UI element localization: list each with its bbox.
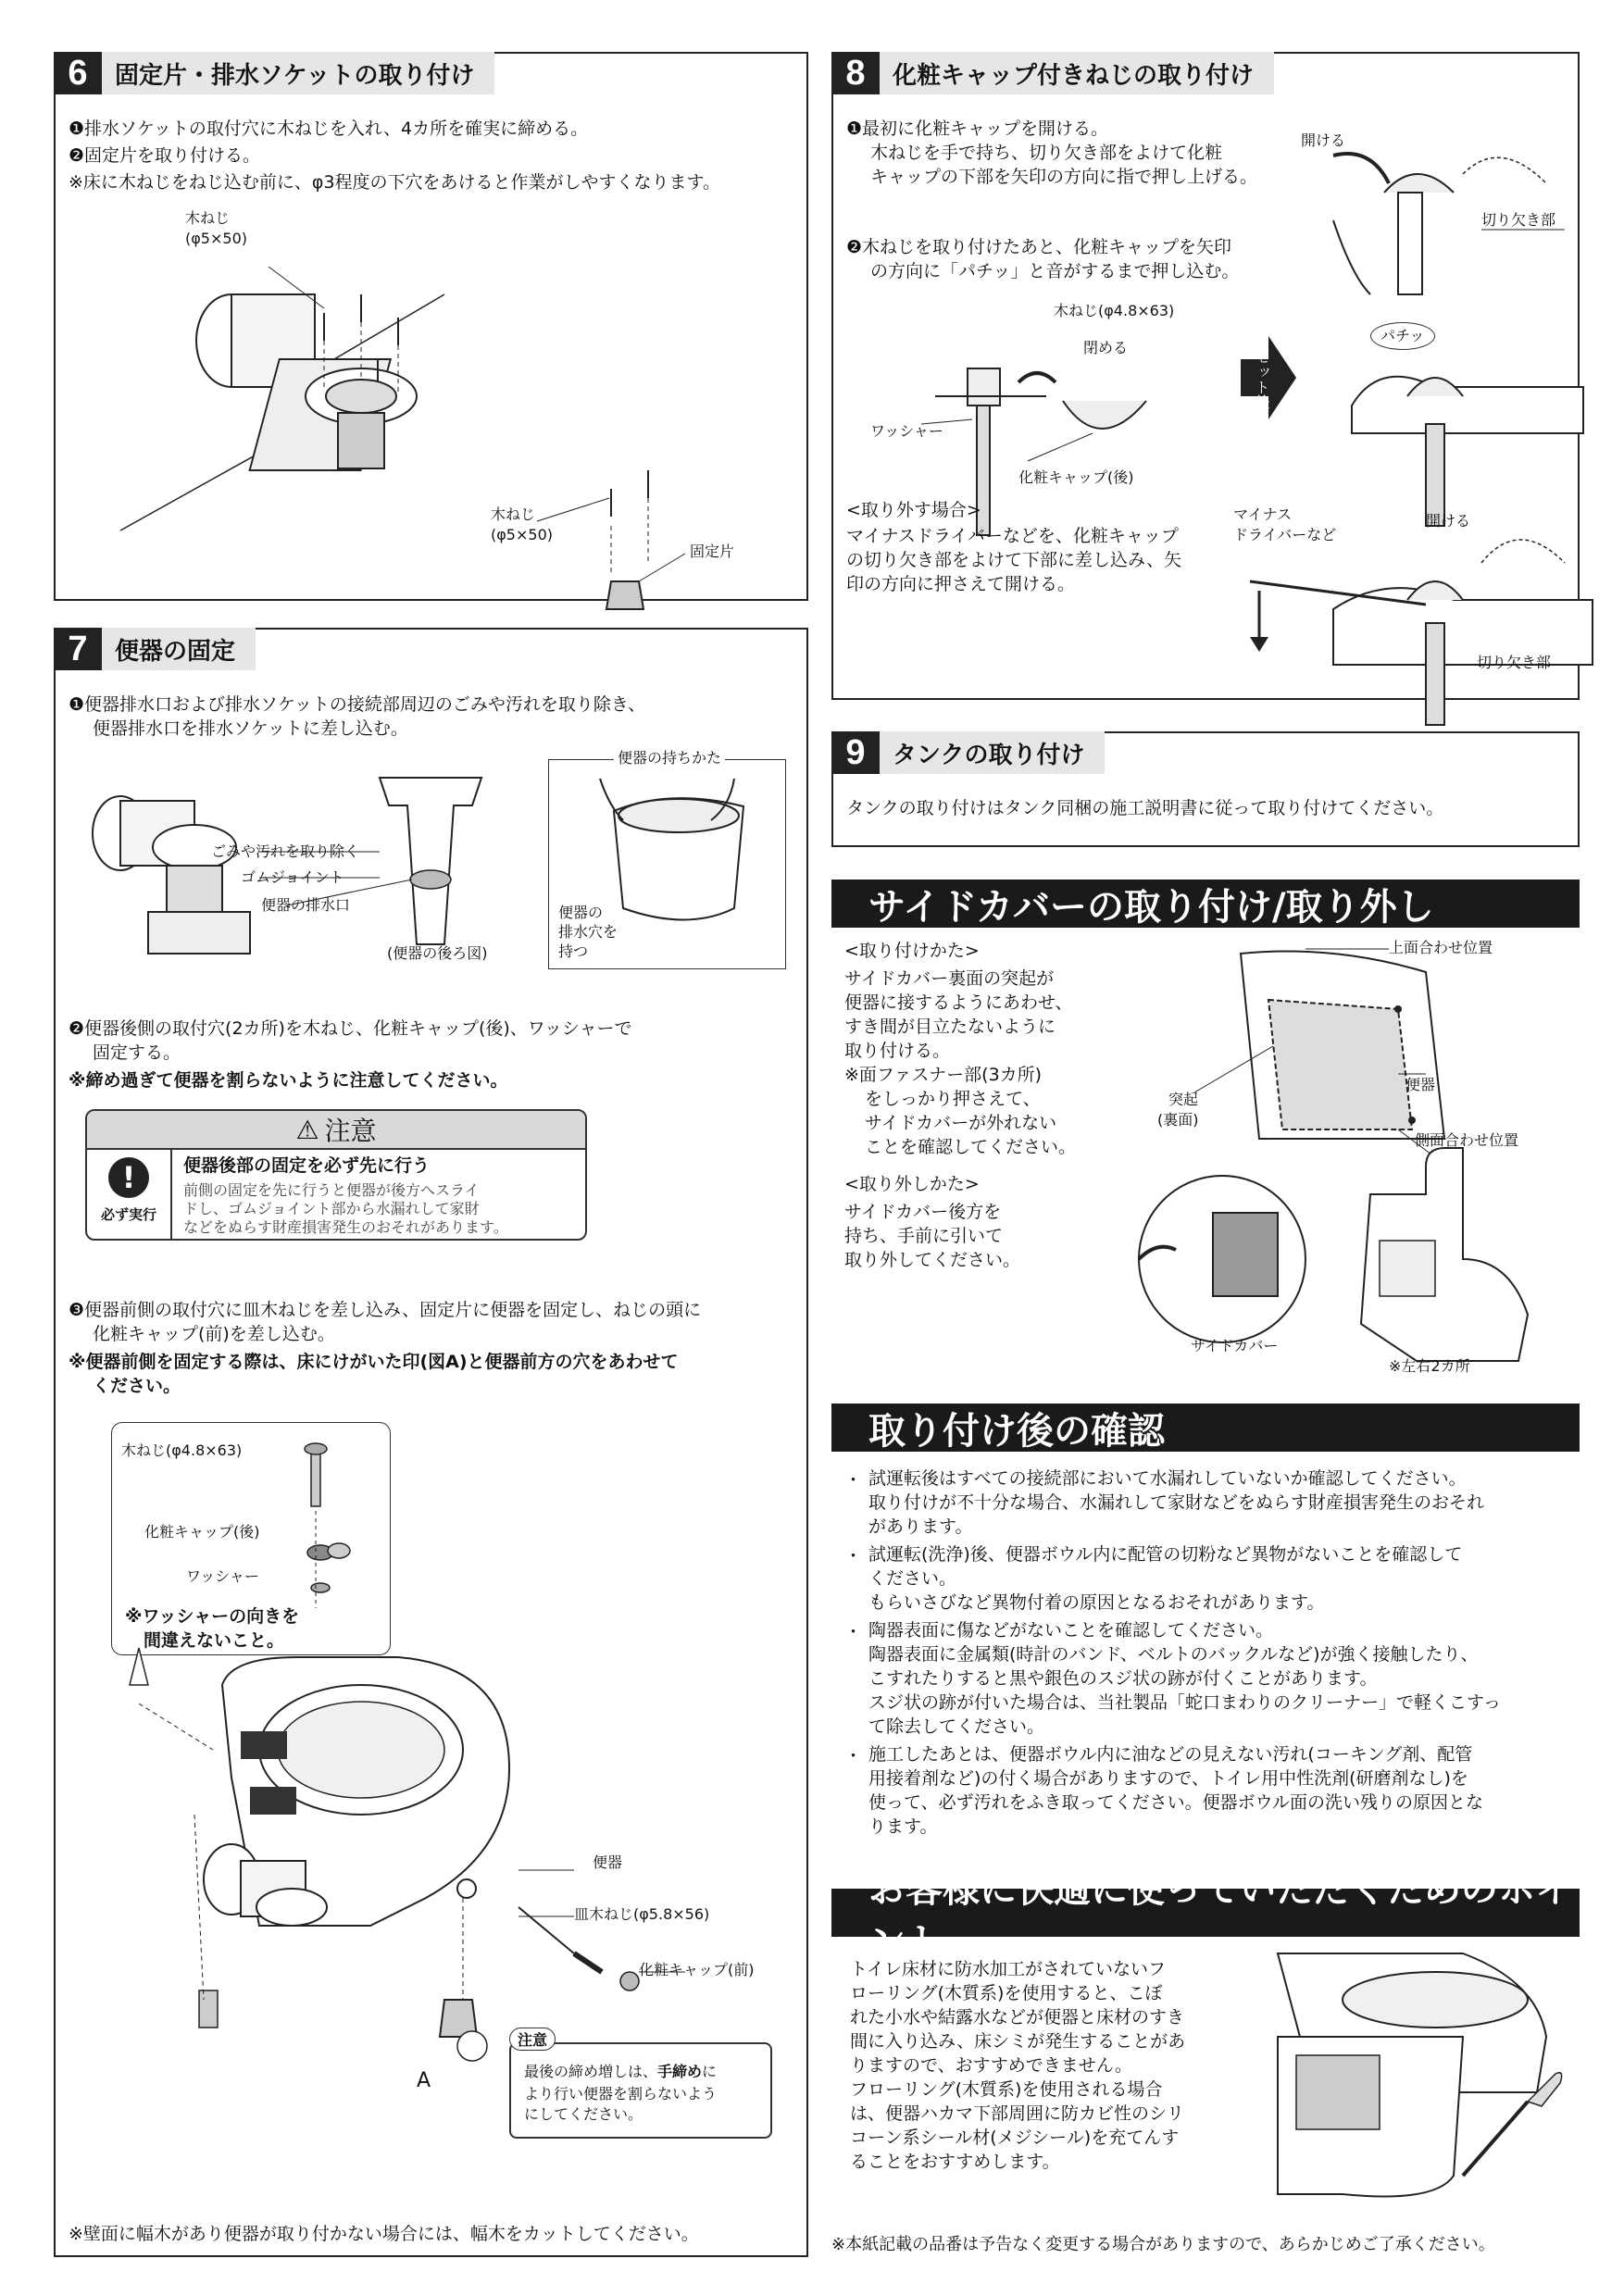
s8-remove-3: 印の方向に押さえて開ける。 <box>846 574 1076 594</box>
s7-line-3d: ください。 <box>93 1376 181 1396</box>
check-bullet-2: ・ <box>844 1546 863 1566</box>
s8-label-notch: 切り欠き部 <box>1481 211 1556 229</box>
s7-label-gum-joint: ゴムジョイント <box>241 868 344 886</box>
s7-line-3c: ※便器前側を固定する際は、床にけがいた印(図A)と便器前方の穴をあわせて <box>69 1352 679 1372</box>
side-label-side: 側面合わせ位置 <box>1415 1131 1519 1149</box>
s8-line-5: の方向に「パチッ」と音がするまで押し込む。 <box>870 261 1240 281</box>
check-item-2-line-3: もらいさびなど異物付着の原因となるおそれがあります。 <box>868 1592 1325 1613</box>
s7-label-dirt: ごみや汚れを取り除く <box>211 842 360 860</box>
caution-header <box>87 1111 585 1150</box>
section-9-header <box>831 731 1105 774</box>
check-item-4 <box>844 1742 1576 1839</box>
side-attach-6: をしっかり押さえて、 <box>865 1089 1041 1109</box>
s7-line-1a: ❶便器排水口および排水ソケットの接続部周辺のごみや汚れを取り除き、 <box>69 694 646 715</box>
caution-box <box>85 1109 587 1241</box>
label-toilet: 便器 <box>593 1853 623 1871</box>
side-label-top: 上面合わせ位置 <box>1389 939 1493 956</box>
s8-label-set-after: セット後 <box>1253 350 1270 409</box>
s8-label-driver-2: ドライバーなど <box>1233 526 1337 543</box>
side-remove-1: サイドカバー後方を <box>844 1202 1002 1222</box>
section-7 <box>54 628 808 2257</box>
cap-diagrams <box>833 54 1581 702</box>
note-line-2: より行い便器を割らないよう <box>524 2085 718 2103</box>
s8-label-wood-screw: 木ねじ(φ4.8×63) <box>1054 302 1175 319</box>
side-attach-8: ことを確認してください。 <box>865 1137 1077 1157</box>
callout-washer: ワッシャー <box>186 1567 259 1585</box>
exclamation-circle-icon: ! <box>108 1157 149 1198</box>
check-bullet-1: ・ <box>844 1470 863 1491</box>
note-line-1c: に <box>702 2063 718 2080</box>
side-attach-4: 取り付ける。 <box>844 1041 951 1061</box>
s7-label-outlet: 便器の排水口 <box>261 896 351 914</box>
socket-diagram <box>56 193 810 600</box>
check-item-3-line-5: て除去してください。 <box>868 1716 1045 1737</box>
comfort-title: お客様に快適に使っていただくためのポイント <box>831 1889 1580 1937</box>
callout-cap-rear: 化粧キャップ(後) <box>144 1523 260 1541</box>
check-item-2-line-2: ください。 <box>868 1568 957 1589</box>
section-6-title: 固定片・排水ソケットの取り付け <box>102 52 494 94</box>
s8-label-close: 閉める <box>1083 339 1129 356</box>
comfort-line-3: れた小水や結露水などが便器と床材のすき <box>850 2007 1185 2028</box>
s7-line-3a: ❸便器前側の取付穴に皿木ねじを差し込み、固定片に便器を固定し、ねじの頭に <box>69 1300 702 1320</box>
s7-line-2a: ❷便器後側の取付穴(2カ所)を木ねじ、化粧キャップ(後)、ワッシャーで <box>69 1018 632 1039</box>
s6-label-fixing-piece: 固定片 <box>690 543 735 560</box>
caution-body-1: 前側の固定を先に行うと便器が後方へスライ <box>183 1181 480 1199</box>
check-item-3 <box>844 1618 1576 1739</box>
side-label-toilet: 便器 <box>1405 1076 1436 1093</box>
side-attach-5: ※面ファスナー部(3カ所) <box>844 1065 1043 1085</box>
section-6-header <box>54 52 494 94</box>
hand-tighten-note <box>509 2031 772 2139</box>
check-item-2-line-1: 試運転(洗浄)後、便器ボウル内に配管の切粉など異物がないことを確認して <box>868 1544 1463 1565</box>
warning-triangle-icon: ⚠ <box>295 1114 319 1145</box>
check-item-3-line-4: スジ状の跡が付いた場合は、当社製品「蛇口まわりのクリーナー」で軽くこすっ <box>868 1692 1501 1713</box>
s8-label-open: 開ける <box>1301 131 1346 149</box>
s6-line-1: ❶排水ソケットの取付穴に木ねじを入れ、4カ所を確実に締める。 <box>69 119 589 139</box>
side-label-projection: 突起 <box>1168 1091 1199 1108</box>
side-attach-7: サイドカバーが外れない <box>865 1113 1057 1133</box>
holding-label-3: 持つ <box>558 942 589 960</box>
comfort-line-7: は、便器ハカマ下部周囲に防カビ性のシリ <box>850 2103 1185 2124</box>
side-attach-1: サイドカバー裏面の突起が <box>844 968 1055 989</box>
s6-label-screw-bottom-size: (φ5×50) <box>491 526 553 543</box>
check-item-2 <box>844 1542 1576 1615</box>
callout-wood-screw: 木ねじ(φ4.8×63) <box>121 1441 243 1459</box>
section-8-number: 8 <box>831 52 880 94</box>
side-attach-2: 便器に接するようにあわせ、 <box>844 992 1073 1013</box>
comfort-line-4: 間に入り込み、床シミが発生することがあ <box>850 2031 1186 2052</box>
s8-label-driver-1: マイナス <box>1233 505 1293 523</box>
section-9 <box>831 731 1580 847</box>
s8-line-3: キャップの下部を矢印の方向に指で押し上げる。 <box>870 167 1258 187</box>
label-mark-A: A <box>417 2069 431 2092</box>
holding-method-title: 便器の持ちかた <box>614 749 725 767</box>
comfort-line-1: トイレ床材に防水加工がされていないフ <box>850 1959 1167 1979</box>
s8-label-pachi: パチッ <box>1370 322 1435 350</box>
check-item-4-line-2: 用接着剤など)の付く場合がありますので、トイレ用中性洗剤(研磨剤なし)を <box>868 1768 1468 1789</box>
right-footer-note: ※本紙記載の品番は予告なく変更する場合がありますので、あらかじめご了承ください。 <box>831 2235 1495 2254</box>
caution-icon-cell <box>87 1150 172 1239</box>
holding-label-2: 排水穴を <box>558 923 618 941</box>
s8-line-1: ❶最初に化粧キャップを開ける。 <box>846 119 1109 139</box>
section-7-title: 便器の固定 <box>102 628 256 670</box>
caution-icon-label: 必ず実行 <box>100 1206 156 1223</box>
s7-line-1b: 便器排水口を排水ソケットに差し込む。 <box>93 718 408 739</box>
comfort-line-6: フローリング(木質系)を使用される場合 <box>850 2079 1163 2100</box>
s7-line-2c: ※締め過ぎて便器を割らないように注意してください。 <box>69 1070 508 1091</box>
check-item-3-line-2: 陶器表面に金属類(時計のバンド、ベルトのバックルなど)が強く接触したり、 <box>868 1644 1479 1665</box>
label-cap-front: 化粧キャップ(前) <box>639 1961 755 1978</box>
s7-label-back-view: (便器の後ろ図) <box>387 944 488 962</box>
s8-remove-title: <取り外す場合> <box>846 500 981 520</box>
comfort-line-9: ることをおすすめします。 <box>850 2152 1060 2172</box>
s7-line-3b: 化粧キャップ(前)を差し込む。 <box>93 1324 335 1344</box>
check-item-4-line-4: ります。 <box>868 1816 938 1837</box>
s7-line-2b: 固定する。 <box>93 1042 181 1063</box>
section-9-title: タンクの取り付け <box>880 731 1105 774</box>
side-attach-3: すき間が目立たないように <box>844 1017 1056 1037</box>
callout-washer-note-2: 間違えないこと。 <box>144 1630 285 1651</box>
check-item-4-line-3: 使って、必ず汚れをふき取ってください。便器ボウル面の洗い残りの原因とな <box>868 1792 1484 1813</box>
s8-line-4: ❷木ねじを取り付けたあと、化粧キャップを矢印 <box>846 237 1232 257</box>
caution-title: 注意 <box>324 1116 377 1146</box>
s8-label-notch-2: 切り欠き部 <box>1477 654 1552 671</box>
section-7-header <box>54 628 256 670</box>
s8-line-2: 木ねじを手で持ち、切り欠き部をよけて化粧 <box>870 143 1223 163</box>
s8-label-washer: ワッシャー <box>870 422 943 440</box>
s6-label-screw-top: 木ねじ <box>185 209 231 227</box>
s8-label-open-2: 開ける <box>1426 512 1471 530</box>
side-cover-title: サイドカバーの取り付け/取り外し <box>831 880 1580 928</box>
check-list <box>844 1466 1576 1842</box>
s8-label-cap-rear: 化粧キャップ(後) <box>1018 468 1134 486</box>
section-8-title: 化粧キャップ付きねじの取り付け <box>880 52 1274 94</box>
comfort-line-5: りますので、おすすめできません。 <box>850 2055 1132 2076</box>
note-line-1a: 最後の締め増しは、 <box>524 2063 658 2080</box>
side-remove-title: <取り外しかた> <box>844 1174 980 1194</box>
side-label-projection-back: (裏面) <box>1157 1111 1199 1129</box>
check-title: 取り付け後の確認 <box>831 1404 1580 1452</box>
check-item-1-line-1: 試運転後はすべての接続部において水漏れしていないか確認してください。 <box>868 1468 1467 1489</box>
check-bullet-3: ・ <box>844 1622 863 1642</box>
check-bullet-4: ・ <box>844 1746 863 1766</box>
side-remove-3: 取り外してください。 <box>844 1250 1021 1270</box>
side-remove-2: 持ち、手前に引いて <box>844 1226 1004 1246</box>
side-cover-diagrams <box>1120 935 1583 1379</box>
socket-toilet-back-diagram <box>74 759 537 972</box>
check-item-1 <box>844 1466 1576 1539</box>
sealant-toilet-illustration <box>1259 1944 1574 2222</box>
caution-body-3: などをぬらす財産損害発生のおそれがあります。 <box>183 1218 508 1236</box>
check-item-3-line-1: 陶器表面に傷などがないことを確認してください。 <box>868 1620 1274 1641</box>
section-9-number: 9 <box>831 731 880 774</box>
check-item-4-line-1: 施工したあとは、便器ボウル内に油などの見えない汚れ(コーキング剤、配管 <box>868 1744 1473 1765</box>
caution-body-2: ドし、ゴムジョイント部から水漏れして家財 <box>183 1200 480 1217</box>
side-attach-title: <取り付けかた> <box>844 941 980 961</box>
s6-label-screw-top-size: (φ5×50) <box>185 230 247 247</box>
side-label-cover: サイドカバー <box>1191 1337 1279 1354</box>
label-dish-screw: 皿木ねじ(φ5.8×56) <box>574 1905 710 1923</box>
s9-text: タンクの取り付けはタンク同梱の施工説明書に従って取り付けてください。 <box>846 798 1444 818</box>
s8-remove-2: の切り欠き部をよけて下部に差し込み、矢 <box>846 550 1182 570</box>
s8-remove-1: マイナスドライバーなどを、化粧キャップ <box>846 526 1179 546</box>
comfort-line-2: ローリング(木質系)を使用すると、こぼ <box>850 1983 1163 2003</box>
holding-method-box <box>548 749 786 969</box>
note-line-1 <box>524 2063 717 2081</box>
callout-washer-note-1: ※ワッシャーの向きを <box>125 1606 300 1627</box>
check-item-1-line-2: 取り付けが不十分な場合、水漏れして家財などをぬらす財産損害発生のおそれ <box>868 1492 1485 1513</box>
section-8 <box>831 52 1580 700</box>
comfort-line-8: コーン系シール材(メジシール)を充てんす <box>850 2128 1180 2148</box>
note-line-3: にしてください。 <box>524 2105 643 2123</box>
s6-line-2: ❷固定片を取り付ける。 <box>69 145 261 166</box>
check-item-1-line-3: があります。 <box>868 1516 973 1537</box>
side-label-both-sides: ※左右2カ所 <box>1389 1357 1470 1375</box>
washer-callout <box>111 1422 391 1655</box>
s7-footer-note: ※壁面に幅木があり便器が取り付かない場合には、幅木をカットしてください。 <box>69 2224 699 2244</box>
section-6 <box>54 52 808 601</box>
holding-label-1: 便器の <box>558 904 604 921</box>
s6-label-screw-bottom: 木ねじ <box>491 505 536 523</box>
note-line-1b: 手締め <box>657 2063 703 2080</box>
note-tag: 注意 <box>509 2028 556 2051</box>
check-item-3-line-3: こすれたりすると黒や銀色のスジ状の跡が付くことがあります。 <box>868 1668 1378 1689</box>
s6-line-3: ※床に木ねじをねじ込む前に、φ3程度の下穴をあけると作業がしやすくなります。 <box>69 172 721 193</box>
section-6-number: 6 <box>54 52 102 94</box>
section-7-number: 7 <box>54 628 102 670</box>
caution-heading: 便器後部の固定を必ず先に行う <box>183 1155 431 1176</box>
